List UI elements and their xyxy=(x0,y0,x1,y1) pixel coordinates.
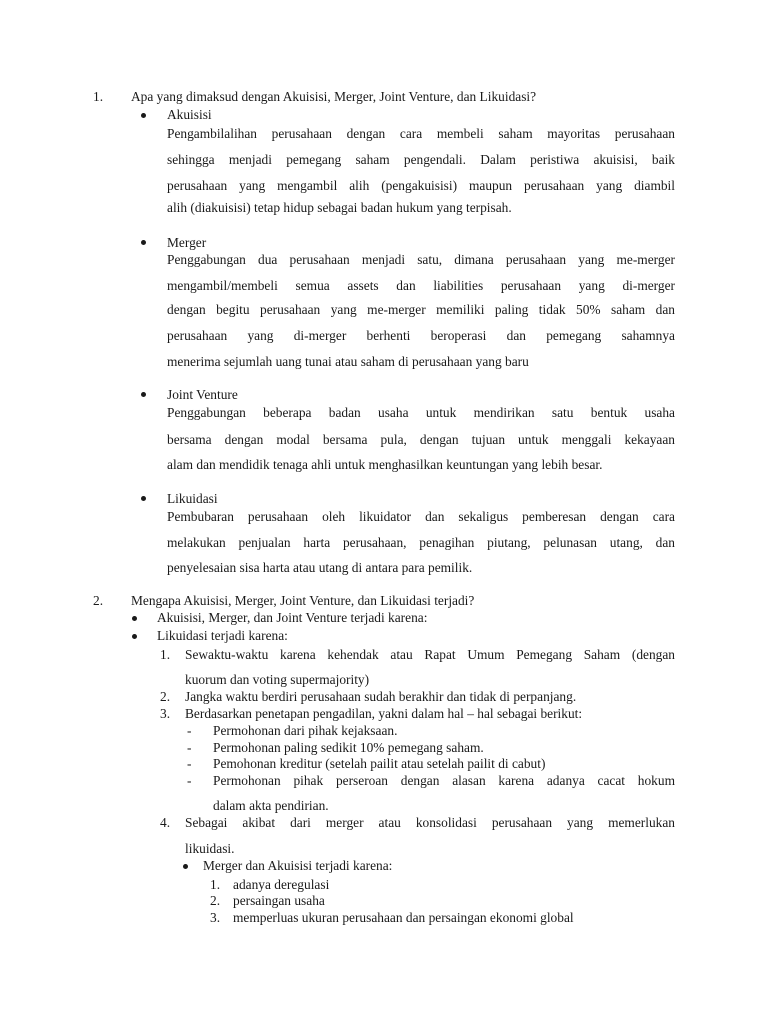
bullet-icon xyxy=(141,113,146,118)
merger-line-5: menerima sejumlah uang tunai atau saham di perusahaan yang baru xyxy=(167,354,529,369)
term-merger: Merger xyxy=(167,235,207,250)
bullet-icon xyxy=(141,240,146,245)
q2-bullet-likuidasi: Likuidasi terjadi karena: xyxy=(157,628,288,643)
court-item-3: Pemohonan kreditur (setelah pailit atau setelah pailit di cabut) xyxy=(213,756,546,771)
joint-venture-line-3: alam dan mendidik tenaga ahli untuk menghasilkan keuntungan yang lebih besar. xyxy=(167,457,603,472)
bullet-icon xyxy=(183,864,188,869)
reason-4-number: 4. xyxy=(160,815,171,830)
court-item-4-line-1: Permohonan pihak perseroan dengan alasan karena adanya cacat hokum xyxy=(213,773,675,788)
joint-venture-line-2: bersama dengan modal bersama pula, dengan tujuan untuk menggali kekayaan xyxy=(167,432,675,447)
bullet-icon xyxy=(132,634,137,639)
q1-question: Apa yang dimaksud dengan Akuisisi, Merger, Joint Venture, dan Likuidasi? xyxy=(131,89,537,104)
reason-1-line-2: kuorum dan voting supermajority) xyxy=(185,672,370,687)
reason-1-number: 1. xyxy=(160,647,171,662)
sub-item-1: adanya deregulasi xyxy=(233,877,330,892)
akuisisi-line-4: alih (diakuisisi) tetap hidup sebagai badan hukum yang terpisah. xyxy=(167,200,512,215)
reason-2-number: 2. xyxy=(160,689,171,704)
merger-line-4: perusahaan yang di-merger berhenti beroperasi dan pemegang sahamnya xyxy=(167,328,675,343)
likuidasi-line-2: melakukan penjualan harta perusahaan, penagihan piutang, pelunasan utang, dan xyxy=(167,535,675,550)
sub-item-1-number: 1. xyxy=(210,877,221,892)
bullet-icon xyxy=(141,496,146,501)
reason-4-line-2: likuidasi. xyxy=(185,841,235,856)
akuisisi-line-1: Pengambilalihan perusahaan dengan cara membeli saham mayoritas perusahaan xyxy=(167,126,675,141)
merger-line-1: Penggabungan dua perusahaan menjadi satu, dimana perusahaan yang me-merger xyxy=(167,252,675,267)
reason-4-line-1: Sebagai akibat dari merger atau konsolidasi perusahaan yang memerlukan xyxy=(185,815,675,830)
bullet-icon xyxy=(141,392,146,397)
sub-item-3-number: 3. xyxy=(210,910,221,925)
likuidasi-line-3: penyelesaian sisa harta atau utang di antara para pemilik. xyxy=(167,560,473,575)
akuisisi-line-3: perusahaan yang mengambil alih (pengakuisisi) maupun perusahaan yang diambil xyxy=(167,178,675,193)
merger-line-2: mengambil/membeli semua assets dan liabilities perusahaan yang di-merger xyxy=(167,278,675,293)
term-joint-venture: Joint Venture xyxy=(167,387,238,402)
q2-question: Mengapa Akuisisi, Merger, Joint Venture, dan Likuidasi terjadi? xyxy=(131,593,475,608)
term-akuisisi: Akuisisi xyxy=(167,107,212,122)
bullet-icon xyxy=(132,616,137,621)
merger-line-3: dengan begitu perusahaan yang me-merger memiliki paling tidak 50% saham dan xyxy=(167,302,675,317)
q2-number: 2. xyxy=(93,593,104,608)
dash-marker: - xyxy=(187,740,192,755)
dash-marker: - xyxy=(187,756,192,771)
akuisisi-line-2: sehingga menjadi pemegang saham pengendali. Dalam peristiwa akuisisi, baik xyxy=(167,152,675,167)
q2-bullet-akuisisi-merger-jv: Akuisisi, Merger, dan Joint Venture terjadi karena: xyxy=(157,610,428,625)
term-likuidasi: Likuidasi xyxy=(167,491,218,506)
court-item-1: Permohonan dari pihak kejaksaan. xyxy=(213,723,398,738)
dash-marker: - xyxy=(187,773,192,788)
court-item-4-line-2: dalam akta pendirian. xyxy=(213,798,329,813)
reason-3-number: 3. xyxy=(160,706,171,721)
court-item-2: Permohonan paling sedikit 10% pemegang saham. xyxy=(213,740,484,755)
reason-1-line-1: Sewaktu-waktu karena kehendak atau Rapat Umum Pemegang Saham (dengan xyxy=(185,647,675,662)
q1-number: 1. xyxy=(93,89,104,104)
sub-item-3: memperluas ukuran perusahaan dan persaingan ekonomi global xyxy=(233,910,574,925)
reason-3-line-1: Berdasarkan penetapan pengadilan, yakni dalam hal – hal sebagai berikut: xyxy=(185,706,583,721)
sub-item-2: persaingan usaha xyxy=(233,893,325,908)
likuidasi-line-1: Pembubaran perusahaan oleh likuidator dan sekaligus pemberesan dengan cara xyxy=(167,509,675,524)
sub-item-2-number: 2. xyxy=(210,893,221,908)
sub-bullet-merger-akuisisi: Merger dan Akuisisi terjadi karena: xyxy=(203,858,393,873)
dash-marker: - xyxy=(187,723,192,738)
joint-venture-line-1: Penggabungan beberapa badan usaha untuk mendirikan satu bentuk usaha xyxy=(167,405,675,420)
reason-2-line-1: Jangka waktu berdiri perusahaan sudah berakhir dan tidak di perpanjang. xyxy=(185,689,577,704)
